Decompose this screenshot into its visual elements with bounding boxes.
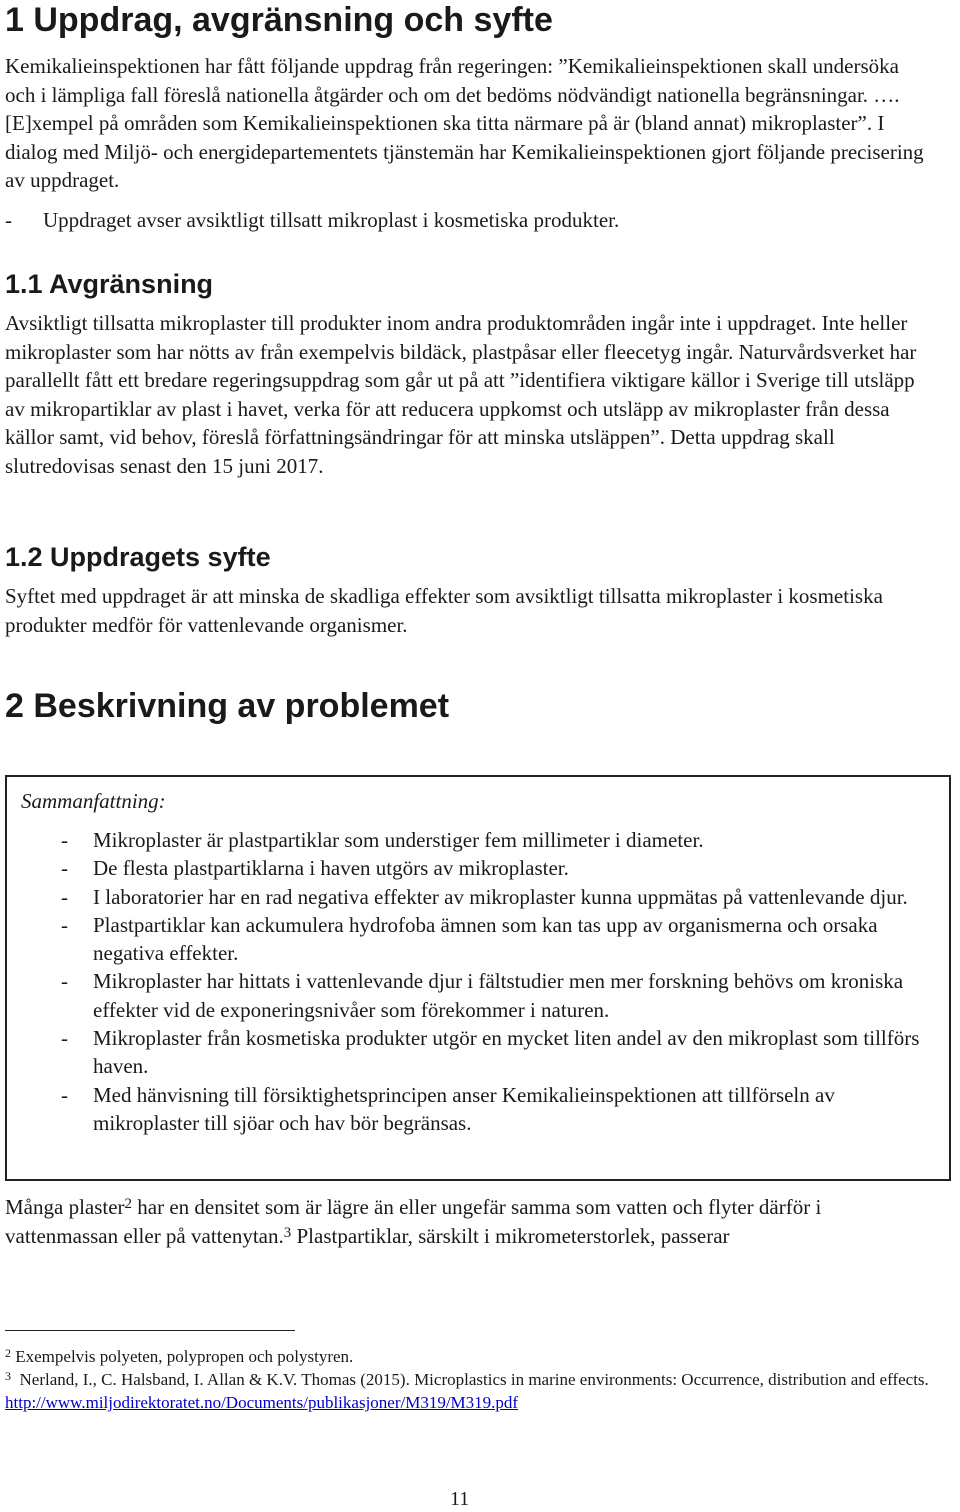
section-1-2-heading: 1.2 Uppdragets syfte (5, 542, 271, 572)
footnote-3-link[interactable]: http://www.miljodirektoratet.no/Documents/publikasjoner/M319/M319.pdf (5, 1393, 519, 1412)
summary-item: - De flesta plastpartiklarna i haven utgörs av mikroplaster. (61, 856, 569, 881)
body-paragraph-densities: Många plaster$^2$ har en densitet som är lägre än eller ungefär samma som vatten och flyter därför i vattenmassan eller på vattenytan.$^3$ Plastpartiklar, särskilt i mikrometerstorlek, passerar (5, 1195, 822, 1248)
scope-bullet (5, 206, 619, 235)
section-1-2-paragraph: Syftet med uppdraget är att minska de skadliga effekter som avsiktligt tillsatta mikroplaster i kosmetiska produkter medför för vattenlevande organismer. (5, 584, 883, 637)
footnote-divider (5, 1330, 295, 1331)
bullet-dash: - (5, 208, 12, 232)
page-number: 11 (450, 1488, 470, 1510)
summary-item: - Mikroplaster från kosmetiska produkter utgör en mycket liten andel av den mikroplast som tillförs haven. (61, 1026, 920, 1079)
section-1-1-heading: 1.1 Avgränsning (5, 269, 214, 299)
section-1-paragraph: Kemikalieinspektionen har fått följande uppdrag från regeringen: ”Kemikalieinspektionen skall undersöka och i lämpliga fall föreslå nationella åtgärder och om det bedöms nödvändigt nationella begränsningar. …. [E]xempel på områden som Kemikalieinspektionen ska titta närmare på är (bland annat) mikroplaster”. I dialog med Miljö- och energidepartementets tjänstemän har Kemikalieinspektionen gjort följande precisering av uppdraget. (5, 54, 924, 192)
summary-list (21, 826, 941, 1137)
summary-item: - Mikroplaster är plastpartiklar som understiger fem millimeter i diameter. (61, 828, 704, 852)
section-1-heading: 1 Uppdrag, avgränsning och syfte (5, 1, 553, 39)
summary-title: Sammanfattning: (21, 789, 166, 813)
footnote-3: $^3$ Nerland, I., C. Halsband, I. Allan & K.V. Thomas (2015). Microplastics in marine environments: Occurrence, distribution and effects. http://www.miljodirektoratet.no/Documents/publikasjoner/M319/M319.pdf (5, 1369, 929, 1412)
footnote-ref-3[interactable]: 3 (283, 1224, 292, 1241)
footnote-ref-2[interactable]: 2 (124, 1196, 133, 1212)
summary-item: - Med hänvisning till försiktighetsprincipen anser Kemikalieinspektionen att tillförseln av mikroplaster till sjöar och hav bör begränsas. (61, 1082, 835, 1135)
footnote-2: $^2$ Exempelvis polyeten, polypropen och polystyren. (5, 1346, 354, 1366)
section-1-1-paragraph: Avsiktligt tillsatta mikroplaster till produkter inom andra produktområden ingår inte i uppdraget. Inte heller mikroplaster som har nötts av från exempelvis bildäck, plastpåsar eller fleecetyg ingår. Naturvårdsverket har parallellt fått ett bredare regeringsuppdrag som går ut på att ”identifiera viktigare källor i Sverige till utsläpp av mikropartiklar av plast i havet, verka för att reducera uppkomst och utsläpp av mikroplaster från dessa källor samt, vid behov, föreslå författningsändringar för att minska utsläppen”. Detta uppdrag skall slutredovisas senast den 15 juni 2017. (5, 311, 917, 478)
summary-item: - Mikroplaster har hittats i vattenlevande djur i fältstudier men mer forskning behövs om kroniska effekter vid de exponeringsnivåer som förekommer i naturen. (61, 969, 904, 1022)
section-2-heading: 2 Beskrivning av problemet (5, 687, 450, 725)
summary-item: - Plastpartiklar kan ackumulera hydrofoba ämnen som kan tas upp av organismerna och orsaka negativa effekter. (61, 912, 878, 966)
bullet-text: Uppdraget avser avsiktligt tillsatt mikroplast i kosmetiska produkter. (43, 208, 620, 232)
summary-item: - I laboratorier har en rad negativa effekter av mikroplaster kunna uppmätas på vattenlevande djur. (61, 884, 908, 909)
summary-box (5, 775, 951, 1181)
